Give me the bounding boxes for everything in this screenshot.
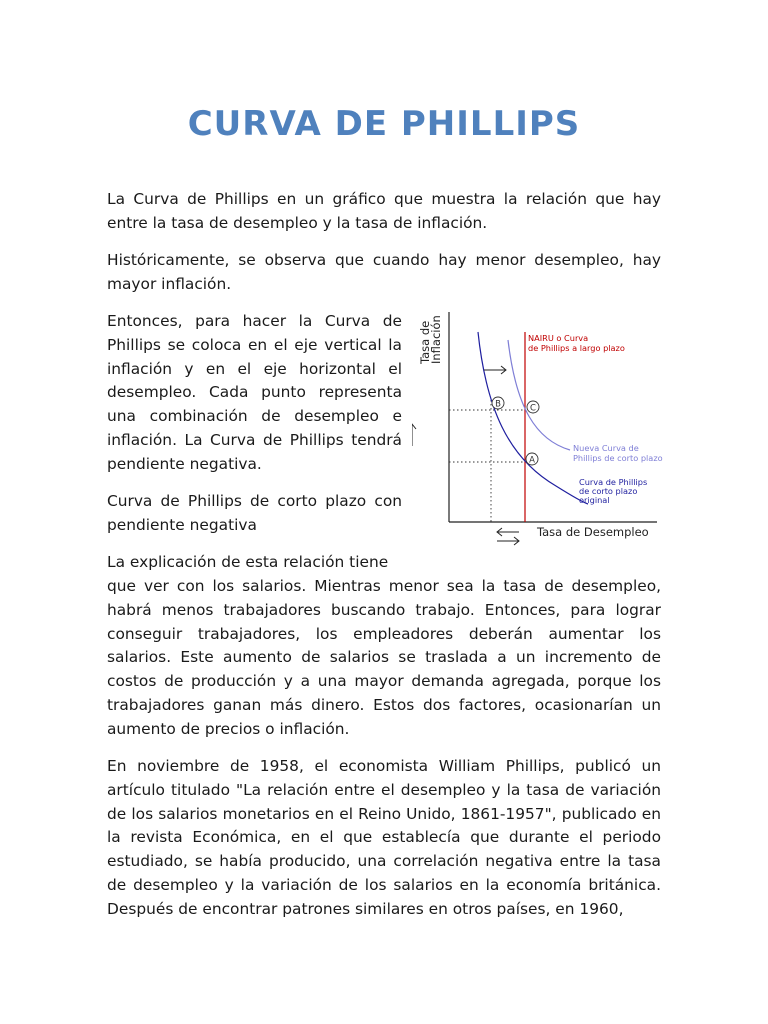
new-curve-label-line1: Nueva Curva de (573, 443, 639, 453)
original-curve-label-line2: de corto plazo (579, 486, 638, 496)
new-short-run-curve (508, 340, 570, 450)
nairu-label-line2: de Phillips a largo plazo (528, 343, 625, 353)
point-a-label: A (529, 455, 535, 466)
paragraph-explanation-start: La explicación de esta relación tiene (107, 553, 389, 571)
point-c-label: C (530, 403, 536, 414)
x-axis-label: Tasa de Desempleo (537, 525, 649, 539)
nairu-label-line1: NAIRU o Curva (528, 333, 589, 343)
paragraph-axes: Entonces, para hacer la Curva de Phillips se coloca en el eje vertical la inflación y en el eje horizontal el desempleo. Cada punto representa una combinación de desempleo e inflación. La Curva de Phillips tendrá pendiente negativa. (107, 312, 402, 473)
y-axis-label-line1: Tasa de (418, 320, 432, 364)
paragraph-short-run: Curva de Phillips de corto plazo con pendiente negativa (107, 492, 402, 534)
phillips-curve-figure (412, 300, 670, 552)
original-short-run-curve (478, 332, 588, 504)
right-arrow-icon (484, 366, 506, 374)
up-arrow-icon (412, 424, 416, 446)
original-curve-label-line1: Curva de Phillips (579, 477, 648, 487)
paragraph-historical: Históricamente, se observa que cuando hay menor desempleo, hay mayor inflación. (107, 251, 661, 293)
phillips-curve-diagram (412, 300, 670, 552)
y-axis-label-line2: Inflación (429, 315, 443, 364)
paragraph-explanation-rest: que ver con los salarios. Mientras menor sea la tasa de desempleo, habrá menos trabajadores buscando trabajo. Entonces, para lograr conseguir trabajadores, los empleadores deberán aumentar los salarios. Este aumento de salarios se traslada a un incremento de costos de producción y a una mayor demanda agregada, porque los trabajadores ganan más dinero. Estos dos factores, ocasionarían un aumento de precios o inflación. (107, 577, 661, 738)
new-curve-label-line2: Phillips de corto plazo (573, 453, 663, 463)
paragraph-history: En noviembre de 1958, el economista William Phillips, publicó un artículo titulado "La relación entre el desempleo y la tasa de variación de los salarios monetarios en el Reino Unido, 1861-1957", publicado en la revista Económica, en el que establecía que durante el periodo estudiado, se había producido, una correlación negativa entre la tasa de desempleo y la variación de los salarios en la economía británica. Después de encontrar patrones similares en otros países, en 1960, (107, 757, 661, 918)
left-right-arrows-icon (497, 528, 519, 545)
paragraph-intro: La Curva de Phillips en un gráfico que muestra la relación que hay entre la tasa de desempleo y la tasa de inflación. (107, 190, 661, 232)
page-title: CURVA DE PHILLIPS (187, 104, 581, 144)
original-curve-label-line3: original (579, 495, 610, 505)
point-b-label: B (495, 399, 501, 410)
